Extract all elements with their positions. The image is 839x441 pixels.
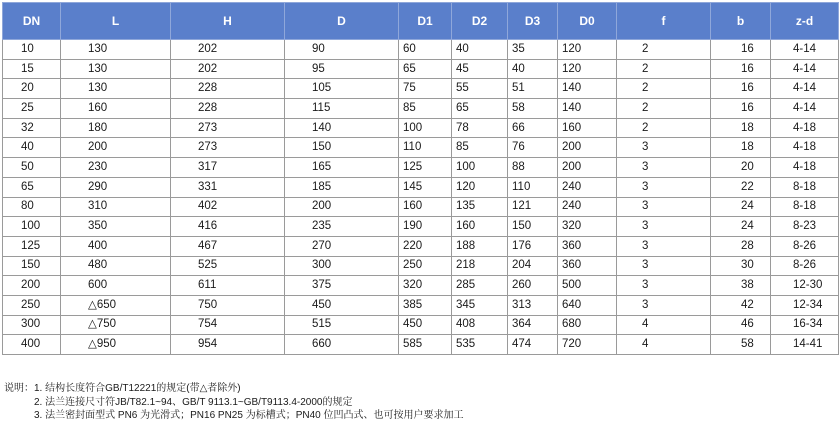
table-row: [3, 99, 839, 119]
header-d0: D0: [558, 3, 617, 40]
cell-dn: 200: [3, 276, 61, 296]
cell-l: 310: [61, 197, 171, 217]
cell-z-d: 14-41: [771, 335, 839, 355]
cell-d0: 500: [558, 276, 617, 296]
table-row: [3, 236, 839, 256]
cell-d0: 120: [558, 59, 617, 79]
cell-d: 115: [285, 99, 399, 119]
cell-l: 130: [61, 40, 171, 60]
cell-z-d: 8-23: [771, 217, 839, 237]
cell-b: 38: [711, 276, 771, 296]
cell-d: 90: [285, 40, 399, 60]
cell-b: 16: [711, 79, 771, 99]
cell-d2: 78: [452, 118, 508, 138]
cell-f: 2: [617, 118, 711, 138]
table-row: [3, 59, 839, 79]
cell-d2: 40: [452, 40, 508, 60]
cell-d0: 140: [558, 99, 617, 119]
header-dn: DN: [3, 3, 61, 40]
cell-d1: 110: [399, 138, 452, 158]
cell-d3: 176: [508, 236, 558, 256]
cell-z-d: 4-18: [771, 118, 839, 138]
cell-d1: 385: [399, 295, 452, 315]
table-row: [3, 138, 839, 158]
cell-d1: 75: [399, 79, 452, 99]
cell-z-d: 8-26: [771, 256, 839, 276]
cell-h: 228: [171, 79, 285, 99]
cell-d3: 364: [508, 315, 558, 335]
cell-d0: 200: [558, 158, 617, 178]
cell-d3: 121: [508, 197, 558, 217]
cell-f: 4: [617, 335, 711, 355]
cell-d2: 65: [452, 99, 508, 119]
cell-d1: 100: [399, 118, 452, 138]
cell-d1: 320: [399, 276, 452, 296]
cell-d2: 120: [452, 177, 508, 197]
cell-f: 2: [617, 40, 711, 60]
note-text-3: 3. 法兰密封面型式 PN6 为光滑式；PN16 PN25 为标槽式；PN40 位凹凸式、也可按用户要求加工: [34, 410, 464, 421]
table-header: [3, 3, 839, 40]
cell-l: 130: [61, 59, 171, 79]
cell-d2: 218: [452, 256, 508, 276]
cell-d2: 135: [452, 197, 508, 217]
cell-z-d: 12-30: [771, 276, 839, 296]
cell-z-d: 4-18: [771, 138, 839, 158]
notes: [4, 382, 694, 423]
cell-d1: 85: [399, 99, 452, 119]
note-line-1: [4, 382, 694, 396]
cell-z-d: 4-14: [771, 59, 839, 79]
cell-dn: 100: [3, 217, 61, 237]
cell-h: 467: [171, 236, 285, 256]
cell-h: 273: [171, 138, 285, 158]
cell-b: 24: [711, 197, 771, 217]
cell-d: 150: [285, 138, 399, 158]
cell-z-d: 4-14: [771, 99, 839, 119]
cell-d: 105: [285, 79, 399, 99]
cell-d1: 250: [399, 256, 452, 276]
cell-d2: 535: [452, 335, 508, 355]
cell-b: 16: [711, 40, 771, 60]
cell-d: 300: [285, 256, 399, 276]
cell-h: 754: [171, 315, 285, 335]
header-d3: D3: [508, 3, 558, 40]
cell-l: 290: [61, 177, 171, 197]
cell-dn: 400: [3, 335, 61, 355]
table-row: [3, 217, 839, 237]
cell-d1: 450: [399, 315, 452, 335]
cell-z-d: 12-34: [771, 295, 839, 315]
cell-d0: 680: [558, 315, 617, 335]
cell-d0: 200: [558, 138, 617, 158]
cell-h: 402: [171, 197, 285, 217]
cell-d3: 474: [508, 335, 558, 355]
note-line-3: [4, 409, 694, 423]
cell-d0: 240: [558, 177, 617, 197]
cell-f: 3: [617, 236, 711, 256]
header-f: f: [617, 3, 711, 40]
cell-f: 3: [617, 295, 711, 315]
cell-f: 2: [617, 99, 711, 119]
cell-h: 317: [171, 158, 285, 178]
cell-l: △650: [61, 295, 171, 315]
table-row: [3, 295, 839, 315]
cell-d: 165: [285, 158, 399, 178]
cell-d2: 188: [452, 236, 508, 256]
table-row: [3, 118, 839, 138]
cell-b: 46: [711, 315, 771, 335]
cell-d1: 585: [399, 335, 452, 355]
cell-d0: 140: [558, 79, 617, 99]
cell-f: 2: [617, 59, 711, 79]
cell-d1: 160: [399, 197, 452, 217]
cell-dn: 15: [3, 59, 61, 79]
cell-d1: 190: [399, 217, 452, 237]
table-body: [3, 40, 839, 355]
table-row: [3, 79, 839, 99]
cell-l: △750: [61, 315, 171, 335]
cell-f: 2: [617, 79, 711, 99]
header-z-d: z-d: [771, 3, 839, 40]
cell-d2: 55: [452, 79, 508, 99]
cell-d: 200: [285, 197, 399, 217]
cell-dn: 10: [3, 40, 61, 60]
cell-h: 273: [171, 118, 285, 138]
cell-h: 331: [171, 177, 285, 197]
table-row: [3, 256, 839, 276]
cell-f: 4: [617, 315, 711, 335]
cell-d0: 360: [558, 236, 617, 256]
cell-dn: 300: [3, 315, 61, 335]
cell-d: 450: [285, 295, 399, 315]
cell-d3: 313: [508, 295, 558, 315]
header-d: D: [285, 3, 399, 40]
cell-d1: 125: [399, 158, 452, 178]
cell-b: 20: [711, 158, 771, 178]
cell-z-d: 4-18: [771, 158, 839, 178]
cell-l: 180: [61, 118, 171, 138]
cell-d3: 66: [508, 118, 558, 138]
cell-f: 3: [617, 256, 711, 276]
cell-d0: 720: [558, 335, 617, 355]
cell-l: 230: [61, 158, 171, 178]
cell-d0: 120: [558, 40, 617, 60]
header-h: H: [171, 3, 285, 40]
cell-d: 235: [285, 217, 399, 237]
cell-l: 600: [61, 276, 171, 296]
cell-d: 515: [285, 315, 399, 335]
cell-h: 525: [171, 256, 285, 276]
cell-d3: 35: [508, 40, 558, 60]
dimension-table: [2, 2, 839, 355]
header-l: L: [61, 3, 171, 40]
cell-d3: 51: [508, 79, 558, 99]
cell-d1: 60: [399, 40, 452, 60]
cell-z-d: 4-14: [771, 79, 839, 99]
cell-dn: 50: [3, 158, 61, 178]
cell-d2: 285: [452, 276, 508, 296]
cell-b: 18: [711, 118, 771, 138]
table-row: [3, 276, 839, 296]
cell-z-d: 8-18: [771, 197, 839, 217]
cell-dn: 40: [3, 138, 61, 158]
note-line-2: [4, 396, 694, 410]
notes-lead: 说明：: [4, 383, 34, 394]
cell-b: 42: [711, 295, 771, 315]
cell-d2: 160: [452, 217, 508, 237]
cell-f: 3: [617, 276, 711, 296]
cell-h: 611: [171, 276, 285, 296]
cell-b: 24: [711, 217, 771, 237]
cell-z-d: 8-26: [771, 236, 839, 256]
cell-d1: 220: [399, 236, 452, 256]
cell-d3: 260: [508, 276, 558, 296]
cell-d3: 204: [508, 256, 558, 276]
cell-f: 3: [617, 217, 711, 237]
header-d2: D2: [452, 3, 508, 40]
cell-d3: 110: [508, 177, 558, 197]
cell-d3: 88: [508, 158, 558, 178]
cell-dn: 80: [3, 197, 61, 217]
cell-d2: 100: [452, 158, 508, 178]
cell-d0: 160: [558, 118, 617, 138]
cell-b: 16: [711, 59, 771, 79]
header-d1: D1: [399, 3, 452, 40]
cell-h: 954: [171, 335, 285, 355]
table-row: [3, 158, 839, 178]
cell-dn: 125: [3, 236, 61, 256]
cell-l: △950: [61, 335, 171, 355]
cell-d: 95: [285, 59, 399, 79]
cell-d2: 45: [452, 59, 508, 79]
cell-h: 750: [171, 295, 285, 315]
cell-d: 270: [285, 236, 399, 256]
header-b: b: [711, 3, 771, 40]
cell-d3: 58: [508, 99, 558, 119]
cell-d2: 345: [452, 295, 508, 315]
table-row: [3, 177, 839, 197]
cell-d0: 360: [558, 256, 617, 276]
cell-b: 22: [711, 177, 771, 197]
cell-d3: 150: [508, 217, 558, 237]
table-row: [3, 40, 839, 60]
table-row: [3, 335, 839, 355]
note-text-1: 1. 结构长度符合GB/T12221的规定(带△者除外): [34, 383, 241, 394]
header-row: [3, 3, 839, 40]
cell-d2: 408: [452, 315, 508, 335]
cell-dn: 32: [3, 118, 61, 138]
cell-f: 3: [617, 197, 711, 217]
cell-l: 200: [61, 138, 171, 158]
cell-z-d: 16-34: [771, 315, 839, 335]
note-text-2: 2. 法兰连接尺寸符JB/T82.1~94、GB/T 9113.1~GB/T9113.4-2000的规定: [34, 396, 353, 408]
cell-h: 228: [171, 99, 285, 119]
cell-l: 130: [61, 79, 171, 99]
cell-l: 160: [61, 99, 171, 119]
cell-f: 3: [617, 177, 711, 197]
cell-d3: 40: [508, 59, 558, 79]
cell-dn: 20: [3, 79, 61, 99]
cell-b: 18: [711, 138, 771, 158]
cell-h: 202: [171, 40, 285, 60]
cell-dn: 150: [3, 256, 61, 276]
cell-b: 30: [711, 256, 771, 276]
cell-d0: 240: [558, 197, 617, 217]
cell-dn: 25: [3, 99, 61, 119]
cell-d0: 320: [558, 217, 617, 237]
cell-h: 416: [171, 217, 285, 237]
cell-b: 58: [711, 335, 771, 355]
cell-dn: 250: [3, 295, 61, 315]
cell-d: 140: [285, 118, 399, 138]
cell-b: 28: [711, 236, 771, 256]
cell-l: 350: [61, 217, 171, 237]
cell-d1: 65: [399, 59, 452, 79]
cell-f: 3: [617, 158, 711, 178]
cell-d: 375: [285, 276, 399, 296]
cell-d1: 145: [399, 177, 452, 197]
cell-d: 660: [285, 335, 399, 355]
cell-z-d: 8-18: [771, 177, 839, 197]
cell-d3: 76: [508, 138, 558, 158]
cell-z-d: 4-14: [771, 40, 839, 60]
cell-f: 3: [617, 138, 711, 158]
cell-d0: 640: [558, 295, 617, 315]
cell-l: 400: [61, 236, 171, 256]
cell-h: 202: [171, 59, 285, 79]
table-row: [3, 197, 839, 217]
cell-d2: 85: [452, 138, 508, 158]
table-row: [3, 315, 839, 335]
cell-b: 16: [711, 99, 771, 119]
cell-dn: 65: [3, 177, 61, 197]
cell-l: 480: [61, 256, 171, 276]
cell-d: 185: [285, 177, 399, 197]
